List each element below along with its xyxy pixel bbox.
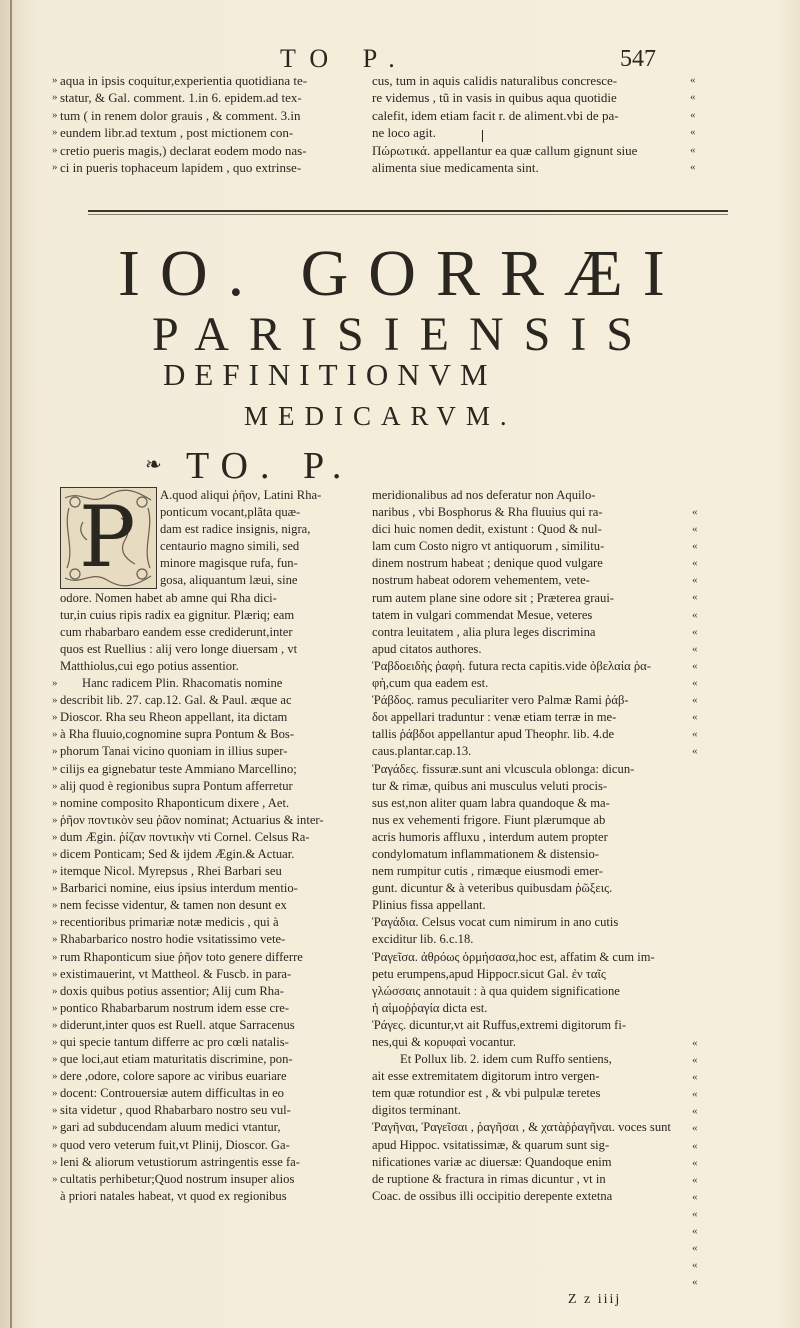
text-line: à priori natales habeat, vt quod ex regionibus [60, 1188, 287, 1203]
text-line: odore. Nomen habet ab amne qui Rha dici- [60, 590, 277, 605]
quote-mark: « [692, 574, 698, 587]
quote-mark: « [692, 557, 698, 570]
quote-mark: » [52, 1138, 58, 1151]
text-line: Hanc radicem Plin. Rhacomatis nomine [82, 676, 283, 691]
signature-mark: Z z iiij [568, 1292, 622, 1307]
top-right-column [372, 72, 657, 176]
text-line: à Rha fluuio,cognomine supra Pontum & Bos- [60, 727, 295, 742]
quote-mark: » [52, 74, 58, 86]
text-line: caus.plantar.cap.13. [372, 744, 472, 759]
quote-mark: » [52, 694, 58, 707]
text-line: digitos terminant. [372, 1103, 461, 1118]
quote-mark: » [52, 933, 58, 946]
top-left-column [60, 72, 350, 176]
text-line: pontico Rhabarbarum nostrum idem esse cre- [60, 1000, 290, 1015]
quote-mark: « [690, 108, 696, 121]
main-right-column [372, 487, 677, 1205]
text-line: centaurio magno simili, sed [160, 539, 300, 554]
quote-mark: » [52, 1018, 58, 1031]
running-head-title: TO P. [280, 44, 409, 73]
author-origin-heading: PARISIENSIS [152, 308, 653, 361]
quote-mark: « [692, 1225, 698, 1238]
text-line: cretio pueris magis,) declarat eodem modo nas- [60, 142, 307, 158]
text-line: que loci,aut etiam maturitatis discrimine, pon- [60, 1052, 293, 1067]
text-line: quos est Ruellius : alij vero longe diuersam , vt [60, 641, 298, 656]
text-line: nificationes variæ ac diuersæ: Quandoque enim [372, 1154, 612, 1169]
text-line: Ῥαγῆναι, Ῥαγεῖσαι , ῥαγῆσαι , & χατὰῤῥαγῆναι. voces sunt [372, 1120, 671, 1135]
quote-marks-right-main [692, 504, 698, 760]
quote-mark: « [692, 1088, 698, 1101]
quote-mark: » [52, 1001, 58, 1014]
quote-marks-left-main [52, 675, 58, 1188]
text-line: tur & rimæ, quibus ani musculus veluti procis- [372, 778, 608, 793]
text-line: dici huic nomen dedit, existunt : Quod & nul- [372, 522, 602, 537]
quote-mark: « [690, 91, 696, 104]
text-line: alij quod è regionibus supra Pontum afferretur [60, 778, 293, 793]
quote-mark: » [52, 1070, 58, 1083]
quote-mark: « [692, 540, 698, 553]
quote-mark: » [52, 1053, 58, 1066]
text-line: describit lib. 27. cap.12. Gal. & Paul. æque ac [60, 693, 292, 708]
quote-mark: « [692, 591, 698, 604]
text-line: qui specie tantum differre ac pro cœli natalis- [60, 1035, 289, 1049]
text-line: cus, tum in aquis calidis naturalibus concresce- [372, 73, 618, 88]
text-line: ne loco agit. [372, 125, 436, 141]
text-line: Ῥάγες. dicuntur,vt ait Ruffus,extremi digitorum fi- [372, 1017, 627, 1032]
quote-mark: « [692, 608, 698, 621]
quote-mark: » [52, 967, 58, 980]
text-line: Ῥάβδος. ramus peculiariter vero Palmæ Rami ῥάβ- [372, 693, 629, 708]
text-line: δοι appellari traduntur : venæ etiam terræ in me- [372, 710, 617, 725]
quote-marks-right [690, 72, 696, 176]
text-line: dinem nostrum habeat ; denique quod vulgare [372, 556, 603, 571]
text-line: dere ,odore, colore sapore ac viribus euariare [60, 1069, 287, 1084]
text-line: docent: Controuersiæ autem difficultas in eo [60, 1086, 284, 1101]
quote-mark: « [692, 523, 698, 536]
fleuron-icon: ❧ [145, 454, 162, 476]
quote-mark: « [692, 694, 698, 707]
text-line: quod vero veterum fuit,vt Plinij, Dioscor. Ga- [60, 1137, 290, 1152]
text-line: gosa, aliquantum læui, sine [160, 573, 298, 588]
quote-mark: « [692, 1105, 698, 1118]
quote-mark: « [692, 1190, 698, 1203]
text-line: ῥῆον ποντικὸν seu ῥᾶον nominat; Actuarius & inter- [60, 812, 324, 827]
quote-mark: » [52, 1155, 58, 1168]
text-line: gunt. dicuntur & à veteribus quibusdam ῥῶξεις. [372, 881, 613, 896]
quote-mark: » [52, 813, 58, 826]
quote-mark: « [692, 506, 698, 518]
text-line: itemque Nicol. Myrepsus , Rhei Barbari seu [60, 864, 282, 879]
quote-mark: « [692, 745, 698, 758]
text-line: existimauerint, vt Mattheol. & Fuscb. in para- [60, 966, 292, 981]
text-line: dum Ægin. ῥίζαν ποντικὴν vti Cornel. Celsus Ra- [60, 829, 310, 844]
quote-mark: » [52, 1035, 58, 1048]
running-head [0, 44, 800, 74]
quote-mark: « [692, 1173, 698, 1186]
quote-mark: » [52, 1121, 58, 1134]
quote-mark: » [52, 728, 58, 741]
text-line: nes,qui & κορυφαὶ vocantur. [372, 1035, 516, 1049]
quote-mark: « [690, 160, 696, 173]
text-line: re videmus , tũ in vasis in quibus aqua quotidie [372, 90, 617, 106]
quote-mark: » [52, 745, 58, 758]
quote-mark: » [52, 830, 58, 843]
text-line: sus est,non aliter quam labra quandoque & ma- [372, 795, 610, 810]
quote-mark: » [52, 143, 58, 156]
text-line: nem rumpitur cutis , rimæque eiusmodi emer- [372, 864, 603, 879]
text-line: nomine composito Rhaponticum dixere , Aet. [60, 795, 290, 810]
quote-mark: « [692, 676, 698, 689]
text-line: tem quæ rotundior est , & vbi pulpulæ teretes [372, 1086, 601, 1101]
text-line: rum autem plane sine odore sit ; Præterea graui- [372, 590, 615, 605]
quote-mark: » [52, 1104, 58, 1117]
quote-mark: » [52, 1087, 58, 1100]
quote-mark: « [692, 711, 698, 724]
text-line: ci in pueris tophaceum lapidem , quo extrinse- [60, 160, 302, 176]
quote-mark: « [692, 1122, 698, 1135]
text-line: tum ( in renem dolor grauis , & comment. 3.in [60, 107, 301, 123]
text-line: gari ad subducendam aluum medici vtantur, [60, 1120, 281, 1135]
text-line: phorum Tanai vicino quoniam in illius super- [60, 744, 288, 759]
text-line: aqua in ipsis coquitur,experientia quotidiana te- [60, 73, 308, 88]
quote-mark: « [692, 1037, 698, 1049]
quote-mark: « [692, 1242, 698, 1255]
text-line: Πώρωτικά. appellantur ea quæ callum gignunt siue [372, 142, 638, 158]
text-line: Barbarici nomine, eius ipsius interdum mentio- [60, 881, 298, 896]
text-line: Coac. de ossibus illi occipitio derepente extetna [372, 1188, 613, 1203]
text-line: Ῥαγεῖσα. ἀθρόως ὁρμήσασα,hoc est, affatim & cum im- [372, 949, 655, 964]
quote-mark: « [692, 1139, 698, 1152]
page-number: 547 [620, 46, 656, 72]
quote-mark: » [52, 160, 58, 173]
work-title-heading: DEFINITIONVM [163, 357, 497, 392]
text-line: Et Pollux lib. 2. idem cum Ruffo sentiens, [400, 1052, 612, 1067]
quote-mark: « [690, 143, 696, 156]
section-rule [88, 210, 728, 212]
text-line: recentioribus primariæ notæ medicis , qui à [60, 915, 279, 930]
text-line: dicem Ponticam; Sed & ijdem Ægin.& Actuar. [60, 846, 295, 861]
text-line: nostrum habeat odorem vehementem, vete- [372, 573, 590, 588]
section-heading: TO. P. [186, 445, 354, 487]
text-line: φὴ,cum qua eadem est. [372, 676, 489, 691]
quote-mark: » [52, 899, 58, 912]
quote-mark: » [52, 916, 58, 929]
quote-mark: « [692, 642, 698, 655]
text-line: sita videtur , quod Rhabarbaro nostro seu vul- [60, 1103, 291, 1118]
quote-mark: « [692, 625, 698, 638]
text-line: meridionalibus ad nos deferatur non Aquilo- [372, 488, 596, 502]
quote-mark: « [692, 1276, 698, 1289]
quote-mark: » [52, 108, 58, 121]
text-line: nem fecisse videntur, & tamen non desunt ex [60, 898, 287, 913]
text-line: Rhabarbarico nostro hodie vsitatissimo vete- [60, 932, 286, 947]
text-line: Dioscor. Rha seu Rheon appellant, ita dictam [60, 710, 288, 725]
text-line: doxis quibus potius assentior; Alij cum Rha- [60, 983, 284, 998]
text-line: minore magisque rufa, fun- [160, 556, 298, 571]
text-cursor-mark [482, 130, 483, 142]
work-subtitle-heading: MEDICARVM. [244, 401, 517, 431]
main-left-column [60, 487, 360, 1205]
quote-marks-left [52, 72, 58, 176]
text-line: nus ex vehementi frigore. Fiunt plærumque ab [372, 812, 606, 827]
quote-mark: » [52, 762, 58, 775]
quote-mark: » [52, 984, 58, 997]
quote-mark: » [52, 91, 58, 104]
text-line: tallis ῥάβδοι appellantur apud Theophr. lib. 4.de [372, 727, 615, 742]
text-line: cilijs ea gignebatur teste Ammiano Marcellino; [60, 761, 297, 776]
quote-mark: « [692, 659, 698, 672]
quote-mark: » [52, 882, 58, 895]
text-line: ait esse extremitatem digitorum intro vergen- [372, 1069, 600, 1084]
text-line: cultatis perhibetur;Quod nostrum insuper alios [60, 1171, 295, 1186]
quote-marks-right-lower [692, 1035, 698, 1291]
text-line: dam est radice insignis, nigra, [160, 522, 311, 537]
text-line: leni & aliorum vetustiorum astringentis esse fa- [60, 1154, 300, 1169]
section-rule-thin [88, 214, 728, 215]
text-line: tatem in vulgari commendat Mesue, veteres [372, 607, 593, 622]
text-line: acris humoris affluxu , interdum autem propter [372, 829, 608, 844]
text-line: Ῥαβδοειδὴς ῥαφὴ. futura recta capitis.vide ὀβελαία ῥα- [372, 658, 651, 673]
quote-mark: « [690, 126, 696, 139]
text-line: Ῥαγάδια. Celsus vocat cum nimirum in ano cutis [372, 915, 619, 930]
text-line: Ῥαγάδες. fissuræ.sunt ani vlcuscula oblonga: dicun- [372, 761, 635, 776]
text-line: Plinius fissa appellant. [372, 898, 486, 913]
gutter-line [10, 0, 12, 1328]
text-line: Matthiolus,cui ego potius assentior. [60, 658, 239, 673]
quote-mark: « [692, 728, 698, 741]
quote-mark: » [52, 779, 58, 792]
quote-mark: « [690, 74, 696, 86]
text-line: diderunt,inter quos est Ruell. atque Sarracenus [60, 1017, 295, 1032]
author-heading: IO. GORRÆI [118, 237, 685, 310]
quote-mark: » [52, 1172, 58, 1185]
text-line: de ruptione & fractura in rimas dicuntur , vt in [372, 1171, 606, 1186]
quote-mark: » [52, 126, 58, 139]
text-line: γλώσσαις annotauit : à qua quidem significatione [372, 983, 620, 998]
quote-mark: » [52, 865, 58, 878]
text-line: ἡ αἱμοῤῥαγία dicta est. [372, 1000, 488, 1015]
text-line: cum rhabarbaro eandem esse crediderunt,inter [60, 624, 293, 639]
initial-letter: P [79, 488, 136, 586]
quote-mark: « [692, 1054, 698, 1067]
text-line: exciditur lib. 6.c.18. [372, 932, 474, 947]
quote-mark: » [52, 950, 58, 963]
text-line: A.quod aliqui ῥῆον, Latini Rha- [160, 488, 322, 502]
quote-mark: » [52, 677, 58, 689]
quote-mark: « [692, 1259, 698, 1272]
text-line: condylomatum inflammationem & distensio- [372, 846, 600, 861]
text-line: ponticum vocant,plãta quæ- [160, 505, 301, 520]
text-line: apud citatos authores. [372, 641, 482, 656]
text-line: statur, & Gal. comment. 1.in 6. epidem.ad tex- [60, 90, 302, 106]
text-line: tur,in cuius ripis radix ea gignitur. Plæriq; eam [60, 607, 295, 622]
quote-mark: « [692, 1156, 698, 1169]
text-line: rum Rhaponticum siue ῥῆον toto genere differre [60, 949, 303, 964]
quote-mark: « [692, 1071, 698, 1084]
text-line: calefit, idem etiam facit r. de aliment.vbi de pa- [372, 107, 619, 123]
text-line: contra leuitatem , alia plura leges discrimina [372, 624, 596, 639]
text-line: lam cum Costo nigro vt antiquorum , similitu- [372, 539, 605, 554]
quote-mark: » [52, 847, 58, 860]
text-line: naribus , vbi Bosphorus & Rha fluuius qui ra- [372, 505, 603, 520]
quote-mark: « [692, 1207, 698, 1220]
text-line: alimenta siue medicamenta sint. [372, 160, 539, 176]
text-line: eundem libr.ad textum , post mictionem con- [60, 125, 294, 141]
quote-mark: » [52, 711, 58, 724]
text-line: apud Hippoc. vsitatissimæ, & quarum sunt sig- [372, 1137, 610, 1152]
quote-mark: » [52, 796, 58, 809]
text-line: petu erumpens,apud Hippocr.sicut Gal. ἐν ταῖς [372, 966, 606, 981]
